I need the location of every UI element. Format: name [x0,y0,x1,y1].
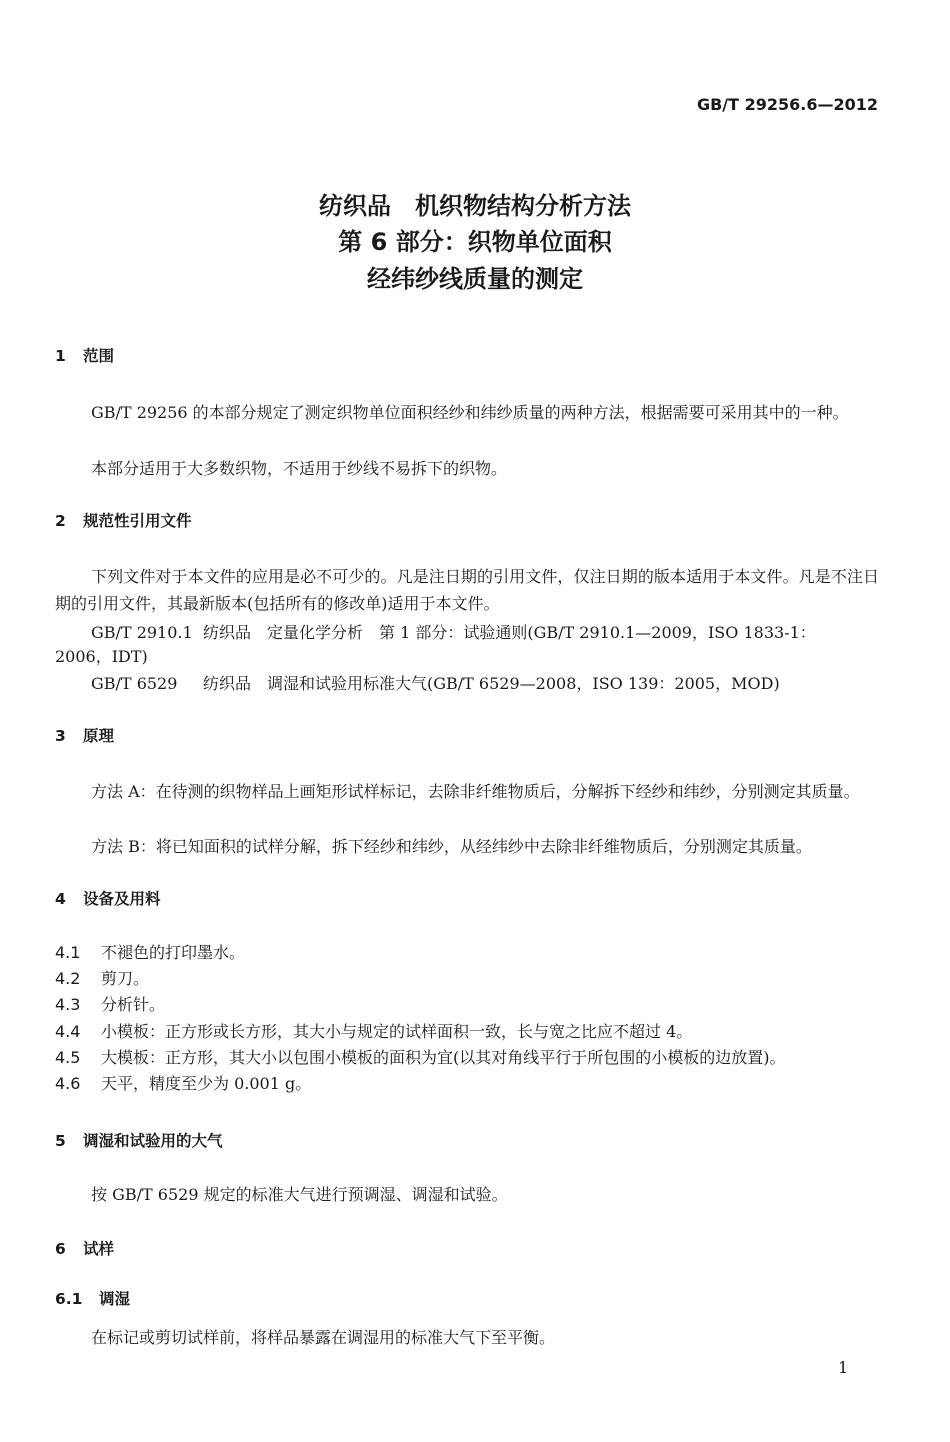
reference-entry-2 [55,671,931,694]
section-title: 范围 [83,347,115,365]
paragraph [55,563,879,617]
item-number: 4.3 [55,995,81,1014]
item-text: 分析针。 [101,995,166,1014]
item-text: 剪刀。 [101,969,150,988]
item-text: 天平，精度至少为 0.001 g。 [101,1074,312,1093]
reference-text: 纺织品 调湿和试验用标准大气(GB/T 6529—2008，ISO 139：2005，MOD) [203,674,780,693]
section-title: 调湿和试验用的大气 [83,1132,223,1150]
subsection-heading-6-1 [55,1287,130,1309]
standard-number: GB/T 29256.6—2012 [696,95,878,114]
paragraph-text: 在标记或剪切试样前，将样品暴露在调湿用的标准大气下至平衡。 [91,1328,556,1347]
item-text: 小模板：正方形或长方形，其大小与规定的试样面积一致，长与宽之比应不超过 4。 [101,1022,693,1041]
page-number: 1 [838,1358,849,1377]
item-number: 4.2 [55,969,81,988]
list-item [55,1045,895,1068]
section-title: 设备及用料 [83,890,161,908]
item-text: 不褪色的打印墨水。 [101,943,246,962]
reference-entry-1 [55,620,931,643]
paragraph [55,778,879,805]
section-heading-4 [55,887,161,909]
paragraph-text: GB/T 29256 的本部分规定了测定织物单位面积经纱和纬纱质量的两种方法，根据需要可采用其中的一种。 [91,403,849,422]
item-number: 4.1 [55,943,81,962]
paragraph-text: 方法 A：在待测的织物样品上画矩形试样标记，去除非纤维物质后，分解拆下经纱和纬纱，分别测定其质量。 [91,782,860,801]
section-heading-2 [55,509,192,531]
reference-text: 纺织品 定量化学分析 第 1 部分：试验通则(GB/T 2910.1—2009，ISO 1833-1： [203,623,816,642]
item-number: 4.5 [55,1048,81,1067]
subsection-title: 调湿 [99,1290,131,1308]
section-heading-3 [55,724,114,746]
list-item [55,1071,895,1094]
section-number: 3 [55,727,66,745]
section-title: 原理 [83,727,115,745]
title-line-2: 第 6 部分：织物单位面积 [338,228,612,256]
reference-code: GB/T 2910.1 [91,623,193,642]
section-number: 6 [55,1240,66,1258]
section-number: 4 [55,890,66,908]
reference-continuation: 2006，IDT) [55,647,148,666]
section-number: 2 [55,512,66,530]
section-heading-1 [55,344,114,366]
list-item [55,1019,895,1042]
section-title: 规范性引用文件 [83,512,192,530]
section-heading-6 [55,1237,114,1259]
paragraph-text: 按 GB/T 6529 规定的标准大气进行预调湿、调湿和试验。 [91,1185,508,1204]
title-line-1: 纺织品 机织物结构分析方法 [319,192,631,220]
title-line-3: 经纬纱线质量的测定 [367,265,583,293]
list-item [55,966,895,989]
item-text: 大模板：正方形，其大小以包围小模板的面积为宜(以其对角线平行于所包围的小模板的边放置)。 [101,1048,786,1067]
paragraph-text: 方法 B：将已知面积的试样分解，拆下经纱和纬纱，从经纬纱中去除非纤维物质后，分别测定其质量。 [91,837,812,856]
section-number: 1 [55,347,66,365]
subsection-number: 6.1 [55,1290,83,1308]
item-number: 4.4 [55,1022,81,1041]
paragraph [55,399,879,426]
section-title: 试样 [83,1240,115,1258]
paragraph-text: 本部分适用于大多数织物，不适用于纱线不易拆下的织物。 [91,459,508,478]
paragraph-text: 下列文件对于本文件的应用是必不可少的。凡是注日期的引用文件，仅注日期的版本适用于本文件。凡是不注日期的引用文件，其最新版本(包括所有的修改单)适用于本文件。 [55,567,879,613]
list-item [55,940,895,963]
item-number: 4.6 [55,1074,81,1093]
reference-code: GB/T 6529 [91,674,178,693]
section-heading-5 [55,1129,223,1151]
list-item [55,992,895,1015]
section-number: 5 [55,1132,66,1150]
